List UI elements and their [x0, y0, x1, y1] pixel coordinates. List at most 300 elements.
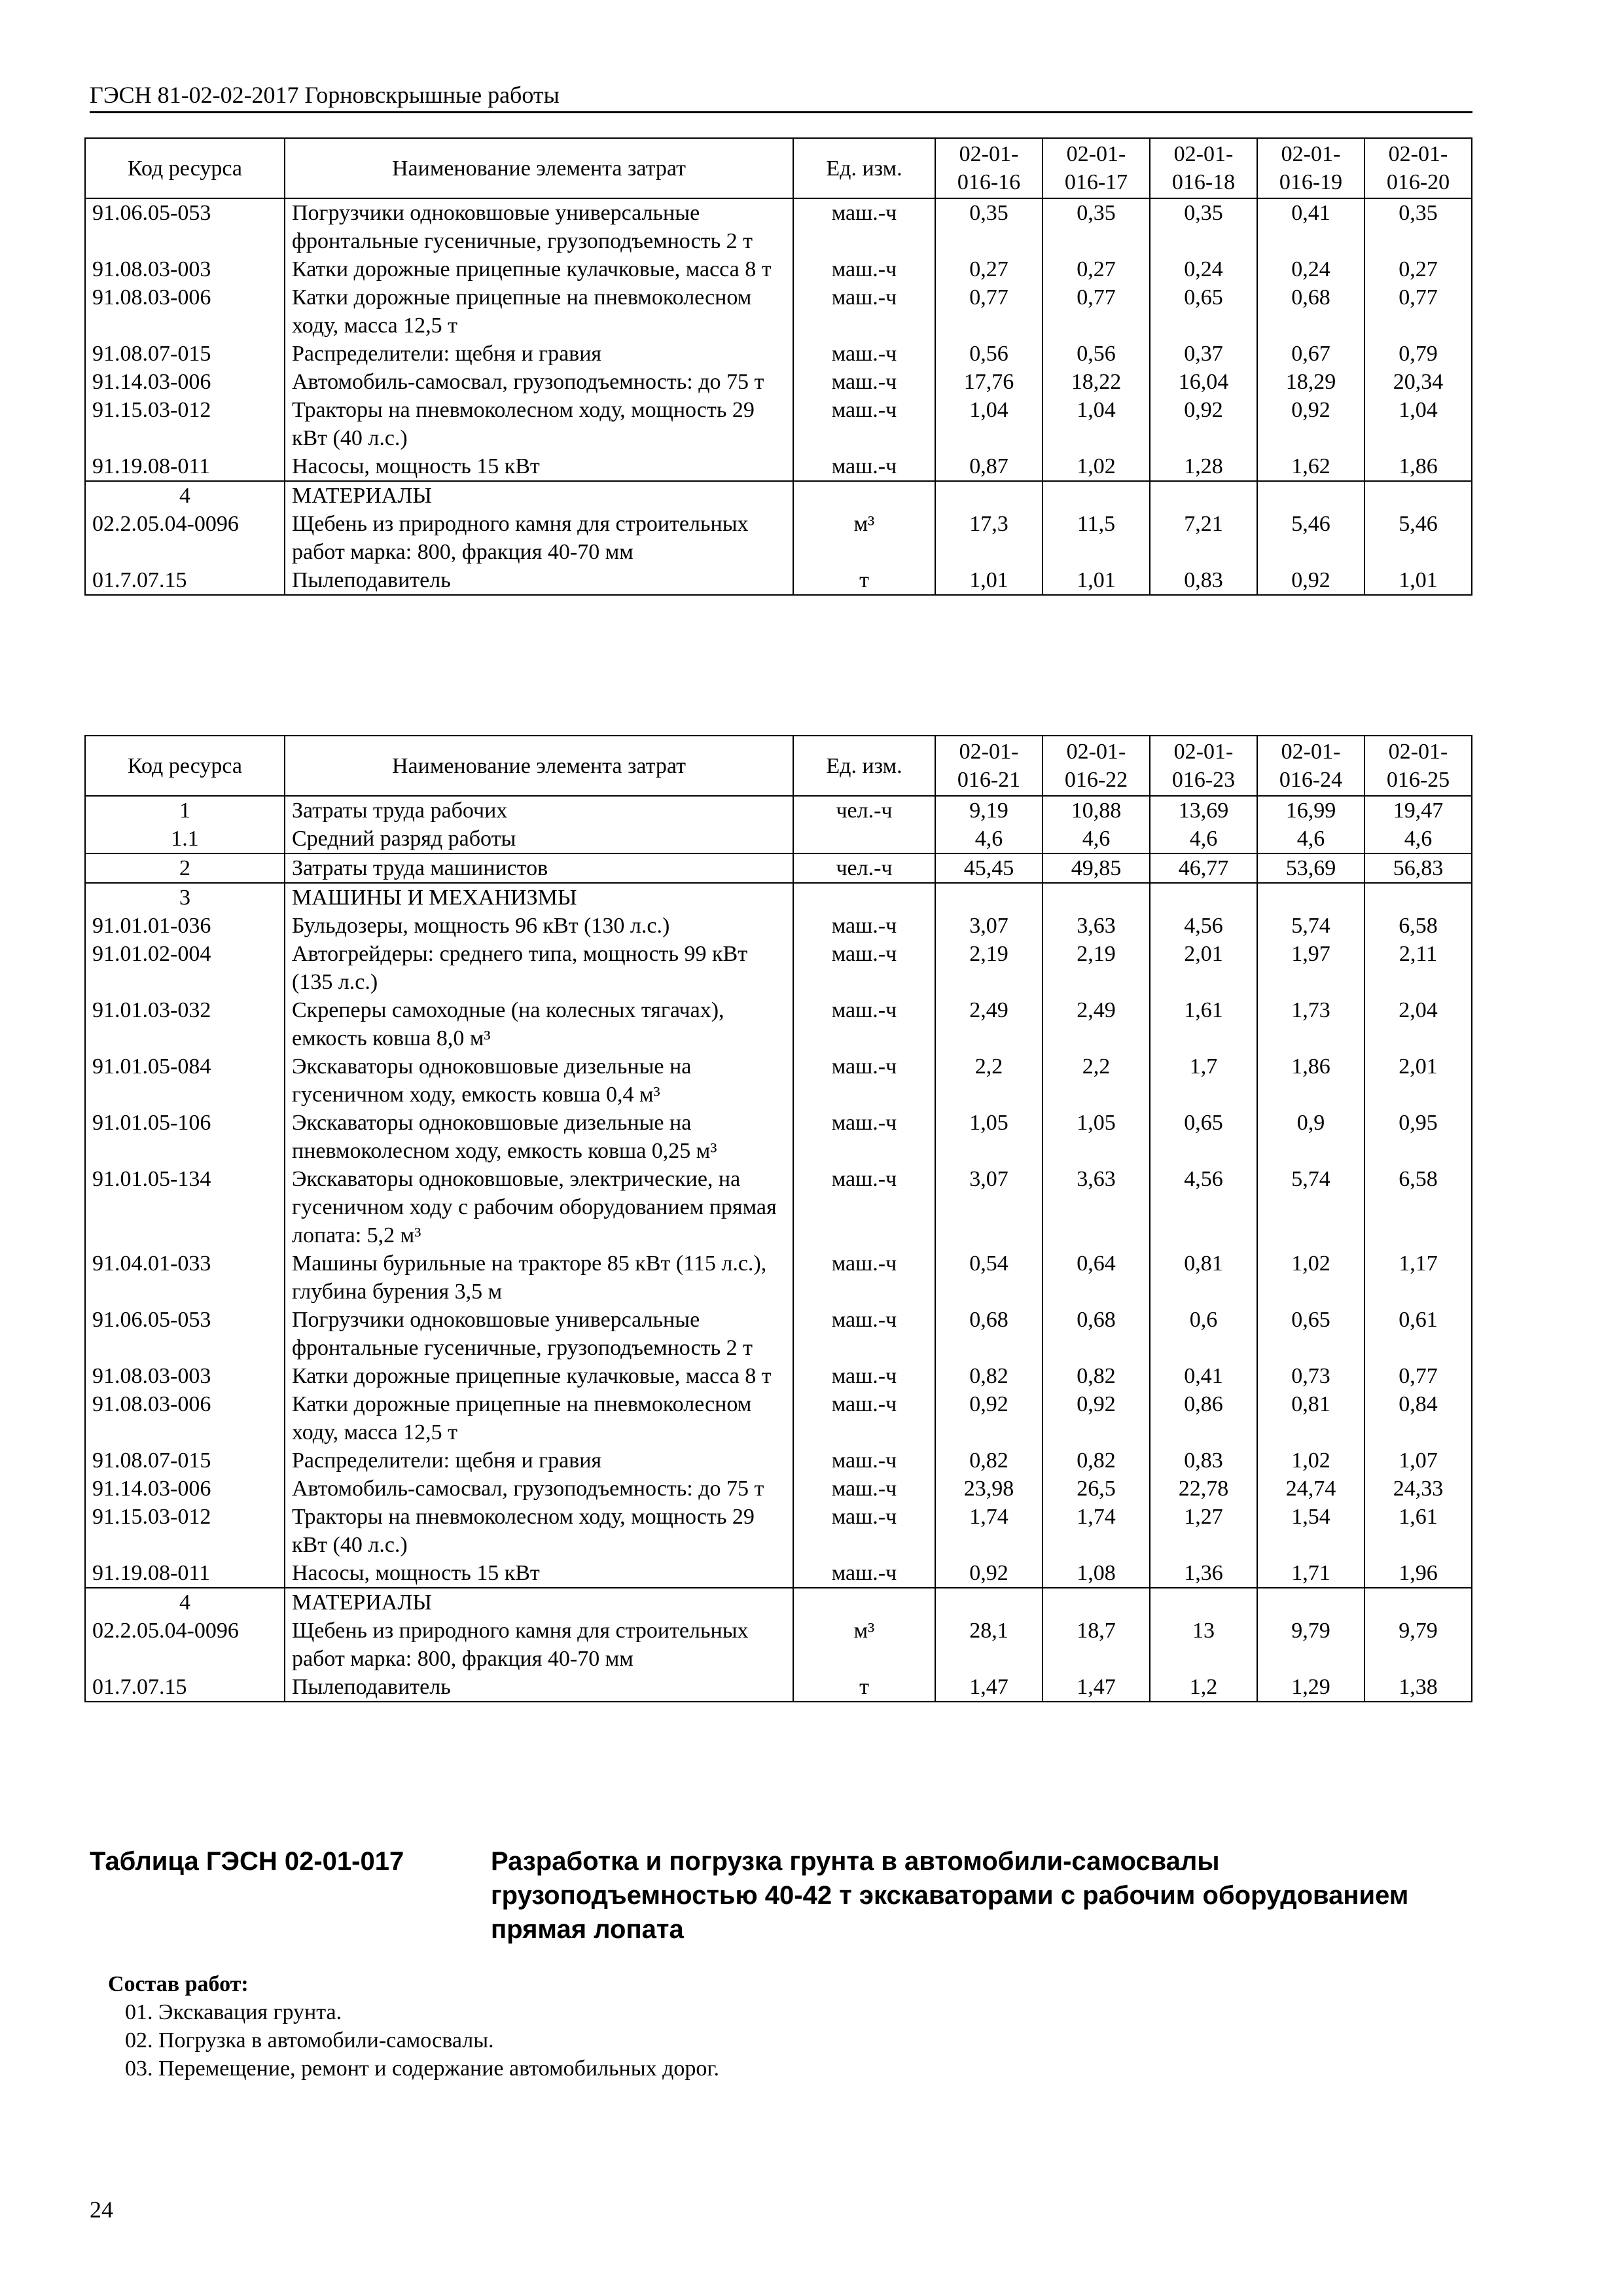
- column-header: Код ресурса: [85, 736, 285, 796]
- norm-value: 20,34: [1364, 368, 1472, 396]
- norm-value: 1,05: [1043, 1109, 1150, 1165]
- norm-value: 26,5: [1043, 1475, 1150, 1503]
- table-row: [85, 1165, 1472, 1249]
- resource-code: 1.1: [85, 825, 285, 853]
- norm-value: 2,2: [935, 1052, 1043, 1109]
- section-title: МАТЕРИАЛЫ: [285, 481, 793, 510]
- norm-value: 2,49: [935, 996, 1043, 1052]
- resource-name: Экскаваторы одноковшовые дизельные на гусеничном ходу, емкость ковша 0,4 м³: [285, 1052, 793, 1109]
- norm-value: 2,04: [1364, 996, 1472, 1052]
- unit-of-measure: маш.-ч: [793, 996, 935, 1052]
- resource-name: Насосы, мощность 15 кВт: [285, 452, 793, 481]
- norm-value: 4,56: [1150, 912, 1257, 940]
- table-caption-number: Таблица ГЭСН 02-01-017: [90, 1847, 404, 1876]
- norm-value: 0,37: [1150, 340, 1257, 368]
- norm-value: 0,81: [1150, 1249, 1257, 1306]
- norm-value: 0,24: [1150, 255, 1257, 283]
- works-title: Состав работ:: [108, 1972, 249, 1996]
- norm-value: 0,68: [1257, 283, 1364, 340]
- resource-name: Затраты труда машинистов: [285, 853, 793, 883]
- unit-of-measure: маш.-ч: [793, 1559, 935, 1588]
- norm-value: 5,46: [1364, 510, 1472, 566]
- norm-value: 0,67: [1257, 340, 1364, 368]
- table-row: [85, 1559, 1472, 1588]
- resource-code: 91.08.03-006: [85, 1390, 285, 1446]
- norm-value: 22,78: [1150, 1475, 1257, 1503]
- norm-value: 0,35: [1043, 198, 1150, 255]
- norm-value: 1,01: [935, 566, 1043, 595]
- resource-name: Бульдозеры, мощность 96 кВт (130 л.с.): [285, 912, 793, 940]
- table-header-row: [85, 736, 1472, 796]
- norm-value: 0,73: [1257, 1362, 1364, 1390]
- norm-value: 0,82: [935, 1446, 1043, 1475]
- norm-value: 1,86: [1364, 452, 1472, 481]
- table-row: [85, 452, 1472, 481]
- section-row: [85, 481, 1472, 510]
- norm-value: 46,77: [1150, 853, 1257, 883]
- norm-value: 7,21: [1150, 510, 1257, 566]
- norm-value: 0,41: [1150, 1362, 1257, 1390]
- works-item: 01. Экскавация грунта.: [125, 2000, 342, 2024]
- table-row: [85, 1673, 1472, 1702]
- table-row: [85, 796, 1472, 825]
- resource-code: 1: [85, 796, 285, 825]
- resource-name: Пылеподавитель: [285, 566, 793, 595]
- norm-value: 1,36: [1150, 1559, 1257, 1588]
- table-row: [85, 1306, 1472, 1362]
- resource-code: 91.01.05-084: [85, 1052, 285, 1109]
- norm-value: 2,01: [1150, 940, 1257, 996]
- table-row: [85, 912, 1472, 940]
- unit-of-measure: маш.-ч: [793, 283, 935, 340]
- norm-value: 4,6: [935, 825, 1043, 853]
- norm-value: 0,35: [1364, 198, 1472, 255]
- norm-value: 1,02: [1257, 1249, 1364, 1306]
- norm-value: 1,7: [1150, 1052, 1257, 1109]
- norm-value: [935, 1588, 1043, 1617]
- norm-value: 4,6: [1364, 825, 1472, 853]
- norm-value: 0,92: [935, 1559, 1043, 1588]
- table-row: [85, 996, 1472, 1052]
- norm-code-header: 02-01-016-21: [935, 736, 1043, 796]
- norm-value: 2,19: [935, 940, 1043, 996]
- norm-code-header: 02-01-016-16: [935, 138, 1043, 198]
- norm-value: 0,6: [1150, 1306, 1257, 1362]
- table-row: [85, 1446, 1472, 1475]
- resource-code: 91.08.07-015: [85, 340, 285, 368]
- resource-code: 02.2.05.04-0096: [85, 510, 285, 566]
- norm-value: 1,54: [1257, 1503, 1364, 1559]
- norm-code-header: 02-01-016-18: [1150, 138, 1257, 198]
- resource-code: 4: [85, 1588, 285, 1617]
- norm-value: 6,58: [1364, 1165, 1472, 1249]
- section-row: [85, 1588, 1472, 1617]
- norm-value: 1,47: [935, 1673, 1043, 1702]
- norm-value: 0,41: [1257, 198, 1364, 255]
- unit-of-measure: маш.-ч: [793, 1390, 935, 1446]
- norm-value: 0,56: [1043, 340, 1150, 368]
- norm-value: [935, 883, 1043, 912]
- column-header: Ед. изм.: [793, 138, 935, 198]
- column-header: Код ресурса: [85, 138, 285, 198]
- norm-value: 1,04: [1043, 396, 1150, 452]
- resource-code: 4: [85, 481, 285, 510]
- resource-name: Насосы, мощность 15 кВт: [285, 1559, 793, 1588]
- norm-value: [1043, 1588, 1150, 1617]
- norm-value: 0,68: [1043, 1306, 1150, 1362]
- norm-value: 3,07: [935, 912, 1043, 940]
- resource-name: Погрузчики одноковшовые универсальные фронтальные гусеничные, грузоподъемность 2 т: [285, 198, 793, 255]
- unit-of-measure: маш.-ч: [793, 940, 935, 996]
- unit-of-measure: т: [793, 1673, 935, 1702]
- section-title: МАШИНЫ И МЕХАНИЗМЫ: [285, 883, 793, 912]
- resource-code: 91.14.03-006: [85, 368, 285, 396]
- norm-value: 4,6: [1257, 825, 1364, 853]
- resource-code: 91.14.03-006: [85, 1475, 285, 1503]
- norm-value: 0,79: [1364, 340, 1472, 368]
- column-header: Наименование элемента затрат: [285, 138, 793, 198]
- norm-value: 0,65: [1150, 283, 1257, 340]
- norm-value: 4,56: [1150, 1165, 1257, 1249]
- norm-value: 0,82: [1043, 1446, 1150, 1475]
- unit-of-measure: м³: [793, 1617, 935, 1673]
- resource-name: Катки дорожные прицепные на пневмоколесном ходу, масса 12,5 т: [285, 283, 793, 340]
- norm-value: 0,87: [935, 452, 1043, 481]
- resource-name: Распределители: щебня и гравия: [285, 340, 793, 368]
- resource-code: 91.08.03-003: [85, 255, 285, 283]
- norm-value: 1,02: [1257, 1446, 1364, 1475]
- table-row: [85, 198, 1472, 255]
- norm-value: 13: [1150, 1617, 1257, 1673]
- resource-name: Экскаваторы одноковшовые дизельные на пневмоколесном ходу, емкость ковша 0,25 м³: [285, 1109, 793, 1165]
- norm-value: 0,82: [1043, 1362, 1150, 1390]
- norm-value: 4,6: [1043, 825, 1150, 853]
- table-row: [85, 1475, 1472, 1503]
- norm-value: 5,46: [1257, 510, 1364, 566]
- norm-value: 11,5: [1043, 510, 1150, 566]
- table-header-row: [85, 138, 1472, 198]
- resource-code: 91.01.05-134: [85, 1165, 285, 1249]
- norm-value: 49,85: [1043, 853, 1150, 883]
- norm-value: 16,04: [1150, 368, 1257, 396]
- norm-value: 13,69: [1150, 796, 1257, 825]
- table-caption-title: Разработка и погрузка грунта в автомобили-самосвалы грузоподъемностью 40-42 т экскаваторами с рабочим оборудованием прямая лопата: [491, 1847, 1409, 1944]
- norm-code-header: 02-01-016-20: [1364, 138, 1472, 198]
- norm-value: 45,45: [935, 853, 1043, 883]
- resource-name: Автомобиль-самосвал, грузоподъемность: до 75 т: [285, 368, 793, 396]
- norm-value: 0,68: [935, 1306, 1043, 1362]
- resource-code: 91.01.02-004: [85, 940, 285, 996]
- norm-value: 18,7: [1043, 1617, 1150, 1673]
- norm-value: 1,86: [1257, 1052, 1364, 1109]
- unit-of-measure: маш.-ч: [793, 1249, 935, 1306]
- norm-value: 0,65: [1257, 1306, 1364, 1362]
- norm-value: 1,01: [1364, 566, 1472, 595]
- norm-value: [1364, 481, 1472, 510]
- resource-name: Щебень из природного камня для строительных работ марка: 800, фракция 40-70 мм: [285, 510, 793, 566]
- norm-value: 1,27: [1150, 1503, 1257, 1559]
- norm-value: 0,35: [1150, 198, 1257, 255]
- norm-value: 0,27: [1043, 255, 1150, 283]
- norm-value: 0,65: [1150, 1109, 1257, 1165]
- norm-value: 0,54: [935, 1249, 1043, 1306]
- norm-value: 1,2: [1150, 1673, 1257, 1702]
- resource-code: 91.01.05-106: [85, 1109, 285, 1165]
- norm-code-header: 02-01-016-23: [1150, 736, 1257, 796]
- unit-of-measure: [793, 825, 935, 853]
- norm-value: 23,98: [935, 1475, 1043, 1503]
- unit-of-measure: [793, 481, 935, 510]
- norm-value: 28,1: [935, 1617, 1043, 1673]
- norm-value: [1257, 481, 1364, 510]
- norm-value: 1,73: [1257, 996, 1364, 1052]
- page-number: 24: [90, 2197, 113, 2223]
- works-item: 02. Погрузка в автомобили-самосвалы.: [125, 2028, 494, 2053]
- norm-value: 1,61: [1150, 996, 1257, 1052]
- norm-value: 1,07: [1364, 1446, 1472, 1475]
- norm-value: 9,19: [935, 796, 1043, 825]
- resource-name: Тракторы на пневмоколесном ходу, мощность 29 кВт (40 л.с.): [285, 1503, 793, 1559]
- unit-of-measure: [793, 1588, 935, 1617]
- norm-value: 2,49: [1043, 996, 1150, 1052]
- table-row: [85, 566, 1472, 595]
- norm-value: 9,79: [1364, 1617, 1472, 1673]
- norm-value: [1364, 883, 1472, 912]
- resource-code: 91.04.01-033: [85, 1249, 285, 1306]
- resource-code: 91.19.08-011: [85, 1559, 285, 1588]
- table-row: [85, 853, 1472, 883]
- resource-name: Катки дорожные прицепные кулачковые, масса 8 т: [285, 255, 793, 283]
- table-row: [85, 825, 1472, 853]
- norm-value: 1,29: [1257, 1673, 1364, 1702]
- resource-name: Щебень из природного камня для строительных работ марка: 800, фракция 40-70 мм: [285, 1617, 793, 1673]
- table-row: [85, 940, 1472, 996]
- norm-value: 4,6: [1150, 825, 1257, 853]
- resource-name: Машины бурильные на тракторе 85 кВт (115 л.с.), глубина бурения 3,5 м: [285, 1249, 793, 1306]
- norm-value: 1,05: [935, 1109, 1043, 1165]
- resource-table-016-16-20: [84, 137, 1472, 596]
- unit-of-measure: маш.-ч: [793, 1109, 935, 1165]
- resource-code: 01.7.07.15: [85, 566, 285, 595]
- norm-value: 0,27: [1364, 255, 1472, 283]
- norm-value: 1,04: [935, 396, 1043, 452]
- unit-of-measure: маш.-ч: [793, 340, 935, 368]
- norm-value: 53,69: [1257, 853, 1364, 883]
- table-row: [85, 1109, 1472, 1165]
- norm-value: 18,22: [1043, 368, 1150, 396]
- table-row: [85, 1503, 1472, 1559]
- resource-code: 91.01.01-036: [85, 912, 285, 940]
- norm-value: 0,24: [1257, 255, 1364, 283]
- norm-value: 0,83: [1150, 566, 1257, 595]
- norm-value: 6,58: [1364, 912, 1472, 940]
- resource-name: Пылеподавитель: [285, 1673, 793, 1702]
- resource-name: Автогрейдеры: среднего типа, мощность 99 кВт (135 л.с.): [285, 940, 793, 996]
- resource-code: 91.08.03-006: [85, 283, 285, 340]
- norm-value: 0,64: [1043, 1249, 1150, 1306]
- norm-value: 1,74: [1043, 1503, 1150, 1559]
- works-composition: [108, 1970, 719, 2083]
- norm-value: 0,81: [1257, 1390, 1364, 1446]
- unit-of-measure: м³: [793, 510, 935, 566]
- resource-name: Экскаваторы одноковшовые, электрические, на гусеничном ходу с рабочим оборудованием прямая лопата: 5,2 м³: [285, 1165, 793, 1249]
- table-row: [85, 255, 1472, 283]
- norm-value: 3,63: [1043, 912, 1150, 940]
- resource-name: Катки дорожные прицепные на пневмоколесном ходу, масса 12,5 т: [285, 1390, 793, 1446]
- norm-value: 0,56: [935, 340, 1043, 368]
- norm-value: [1150, 1588, 1257, 1617]
- norm-value: [1043, 883, 1150, 912]
- norm-value: 1,96: [1364, 1559, 1472, 1588]
- resource-name: Средний разряд работы: [285, 825, 793, 853]
- resource-code: 91.15.03-012: [85, 1503, 285, 1559]
- norm-value: 0,92: [935, 1390, 1043, 1446]
- norm-value: 10,88: [1043, 796, 1150, 825]
- resource-name: Катки дорожные прицепные кулачковые, масса 8 т: [285, 1362, 793, 1390]
- resource-code: 91.06.05-053: [85, 198, 285, 255]
- section-title: МАТЕРИАЛЫ: [285, 1588, 793, 1617]
- norm-value: 1,62: [1257, 452, 1364, 481]
- norm-value: 1,01: [1043, 566, 1150, 595]
- norm-value: 5,74: [1257, 912, 1364, 940]
- resource-name: Автомобиль-самосвал, грузоподъемность: до 75 т: [285, 1475, 793, 1503]
- resource-table-016-21-25: [84, 735, 1472, 1702]
- norm-code-header: 02-01-016-24: [1257, 736, 1364, 796]
- works-item: 03. Перемещение, ремонт и содержание автомобильных дорог.: [125, 2056, 720, 2081]
- unit-of-measure: [793, 883, 935, 912]
- unit-of-measure: маш.-ч: [793, 1503, 935, 1559]
- unit-of-measure: маш.-ч: [793, 368, 935, 396]
- unit-of-measure: маш.-ч: [793, 396, 935, 452]
- norm-value: 56,83: [1364, 853, 1472, 883]
- norm-value: 1,38: [1364, 1673, 1472, 1702]
- norm-value: 1,71: [1257, 1559, 1364, 1588]
- norm-value: 1,08: [1043, 1559, 1150, 1588]
- table-row: [85, 283, 1472, 340]
- norm-value: 1,28: [1150, 452, 1257, 481]
- norm-value: 2,19: [1043, 940, 1150, 996]
- norm-value: 2,11: [1364, 940, 1472, 996]
- resource-name: Погрузчики одноковшовые универсальные фронтальные гусеничные, грузоподъемность 2 т: [285, 1306, 793, 1362]
- table-row: [85, 1052, 1472, 1109]
- table-row: [85, 340, 1472, 368]
- norm-value: 1,04: [1364, 396, 1472, 452]
- norm-value: 16,99: [1257, 796, 1364, 825]
- column-header: Наименование элемента затрат: [285, 736, 793, 796]
- norm-code-header: 02-01-016-25: [1364, 736, 1472, 796]
- resource-code: 91.08.07-015: [85, 1446, 285, 1475]
- norm-value: 9,79: [1257, 1617, 1364, 1673]
- norm-value: 0,92: [1257, 566, 1364, 595]
- norm-value: 17,3: [935, 510, 1043, 566]
- unit-of-measure: чел.-ч: [793, 853, 935, 883]
- unit-of-measure: маш.-ч: [793, 255, 935, 283]
- unit-of-measure: т: [793, 566, 935, 595]
- norm-code-header: 02-01-016-17: [1043, 138, 1150, 198]
- norm-value: 0,92: [1043, 1390, 1150, 1446]
- norm-value: 0,84: [1364, 1390, 1472, 1446]
- unit-of-measure: маш.-ч: [793, 1165, 935, 1249]
- norm-value: 0,92: [1150, 396, 1257, 452]
- norm-value: [935, 481, 1043, 510]
- norm-value: 24,74: [1257, 1475, 1364, 1503]
- norm-value: 0,95: [1364, 1109, 1472, 1165]
- norm-value: 0,9: [1257, 1109, 1364, 1165]
- table-row: [85, 510, 1472, 566]
- norm-value: 0,77: [935, 283, 1043, 340]
- resource-code: 91.06.05-053: [85, 1306, 285, 1362]
- norm-value: [1257, 883, 1364, 912]
- unit-of-measure: маш.-ч: [793, 1052, 935, 1109]
- resource-code: 91.19.08-011: [85, 452, 285, 481]
- unit-of-measure: маш.-ч: [793, 1306, 935, 1362]
- resource-code: 2: [85, 853, 285, 883]
- norm-value: 0,86: [1150, 1390, 1257, 1446]
- resource-name: Тракторы на пневмоколесном ходу, мощность 29 кВт (40 л.с.): [285, 396, 793, 452]
- norm-code-header: 02-01-016-19: [1257, 138, 1364, 198]
- norm-value: [1043, 481, 1150, 510]
- norm-value: 17,76: [935, 368, 1043, 396]
- norm-value: 0,35: [935, 198, 1043, 255]
- norm-value: 0,27: [935, 255, 1043, 283]
- norm-value: [1150, 883, 1257, 912]
- unit-of-measure: маш.-ч: [793, 198, 935, 255]
- unit-of-measure: маш.-ч: [793, 1446, 935, 1475]
- norm-value: [1364, 1588, 1472, 1617]
- section-row: [85, 883, 1472, 912]
- table-row: [85, 1390, 1472, 1446]
- unit-of-measure: маш.-ч: [793, 912, 935, 940]
- resource-code: 02.2.05.04-0096: [85, 1617, 285, 1673]
- norm-value: [1150, 481, 1257, 510]
- norm-value: [1257, 1588, 1364, 1617]
- unit-of-measure: маш.-ч: [793, 452, 935, 481]
- table-row: [85, 1249, 1472, 1306]
- norm-value: 0,77: [1364, 283, 1472, 340]
- norm-value: 0,82: [935, 1362, 1043, 1390]
- table-row: [85, 396, 1472, 452]
- norm-value: 18,29: [1257, 368, 1364, 396]
- unit-of-measure: маш.-ч: [793, 1362, 935, 1390]
- norm-value: 5,74: [1257, 1165, 1364, 1249]
- resource-code: 01.7.07.15: [85, 1673, 285, 1702]
- resource-name: Затраты труда рабочих: [285, 796, 793, 825]
- norm-value: 0,77: [1364, 1362, 1472, 1390]
- norm-value: 1,47: [1043, 1673, 1150, 1702]
- resource-code: 91.08.03-003: [85, 1362, 285, 1390]
- norm-value: 0,92: [1257, 396, 1364, 452]
- norm-value: 1,02: [1043, 452, 1150, 481]
- unit-of-measure: чел.-ч: [793, 796, 935, 825]
- norm-value: 1,61: [1364, 1503, 1472, 1559]
- resource-name: Распределители: щебня и гравия: [285, 1446, 793, 1475]
- resource-name: Скреперы самоходные (на колесных тягачах), емкость ковша 8,0 м³: [285, 996, 793, 1052]
- resource-code: 3: [85, 883, 285, 912]
- norm-code-header: 02-01-016-22: [1043, 736, 1150, 796]
- norm-value: 2,2: [1043, 1052, 1150, 1109]
- resource-code: 91.15.03-012: [85, 396, 285, 452]
- norm-value: 3,07: [935, 1165, 1043, 1249]
- norm-value: 0,77: [1043, 283, 1150, 340]
- norm-value: 19,47: [1364, 796, 1472, 825]
- works-list: [108, 1998, 719, 2083]
- resource-code: 91.01.03-032: [85, 996, 285, 1052]
- norm-value: 24,33: [1364, 1475, 1472, 1503]
- norm-value: 1,17: [1364, 1249, 1472, 1306]
- running-header: ГЭСН 81-02-02-2017 Горновскрышные работы: [90, 80, 1472, 113]
- norm-value: 1,97: [1257, 940, 1364, 996]
- table-row: [85, 368, 1472, 396]
